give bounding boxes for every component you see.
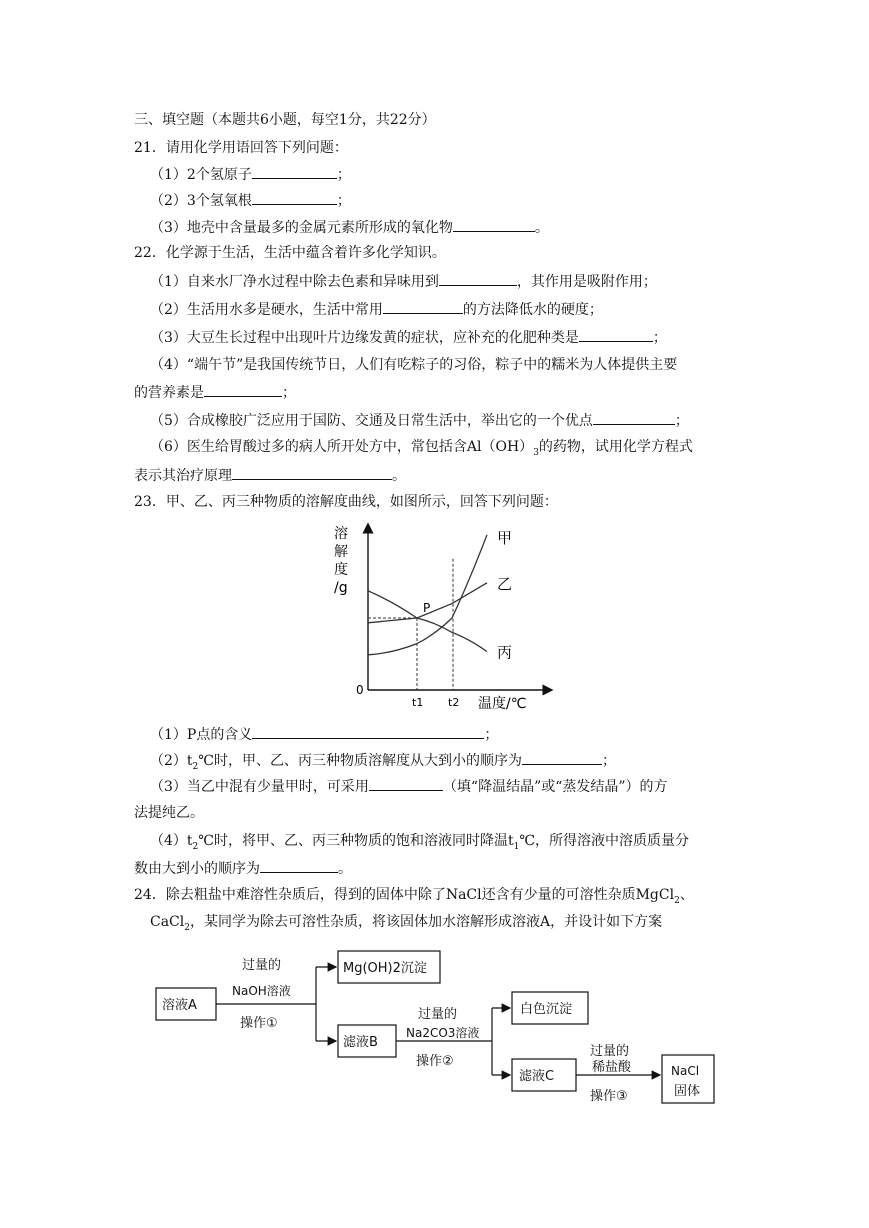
q23-part4: $(4)t_2℃$时，将甲、乙、丙三种物质的饱和溶液同时降温$t_1℃$，所得溶液中溶质质量分: [150, 833, 689, 852]
answer-blank[interactable]: [252, 724, 484, 739]
answer-blank[interactable]: [252, 164, 337, 179]
label-reagent2-l1: 过量的: [418, 1007, 458, 1022]
label-reagent3-l1: 过量的: [590, 1044, 630, 1059]
q22-part2: （2）生活用水多是硬水，生活中常用 的方法降低水的硬度；: [150, 299, 603, 320]
label-reagent1-l1: 过量的: [242, 958, 282, 973]
answer-blank[interactable]: [579, 327, 653, 342]
answer-blank[interactable]: [260, 858, 338, 873]
q23-part2: $(2)t_2℃$时，甲、乙、丙三种物质溶解度从大到小的顺序为 ；: [150, 750, 616, 777]
q22-part4-line2: 的营养素是 ；: [134, 382, 296, 403]
y-axis-label-char: 溶: [334, 526, 348, 542]
purification-flowchart: [150, 945, 750, 1115]
x-tick-t2: t2: [448, 696, 460, 709]
q22-stem: 22．化学源于生活，生活中蕴含着许多化学知识。: [134, 245, 446, 261]
y-axis-label-char: /g: [334, 580, 348, 596]
q23-part3-line2: 法提纯乙。: [134, 805, 204, 821]
label-reagent1-l2: NaOH溶液: [232, 984, 291, 998]
answer-blank[interactable]: [593, 410, 675, 425]
series-label-1: 甲: [497, 528, 513, 547]
answer-blank[interactable]: [439, 271, 517, 286]
q22-part1: （1）自来水厂净水过程中除去色素和异味用到 ，其作用是吸附作用；: [150, 271, 657, 292]
q22-part3: （3）大豆生长过程中出现叶片边缘发黄的症状，应补充的化肥种类是 ；: [150, 327, 667, 348]
series-label-2: 乙: [497, 574, 513, 593]
x-axis-label: 温度/℃: [478, 696, 527, 712]
answer-blank[interactable]: [369, 776, 443, 791]
label-reagent3-l2: 稀盐酸: [592, 1060, 632, 1075]
q21-part2: （2）3个氢氧根 ；: [150, 190, 351, 211]
q24-line2: CaCl$_2$，某同学为除去可溶性杂质，将该固体加水溶解形成溶液A，并设计如下方案: [150, 914, 663, 933]
label-precip1: Mg(OH)2沉淀: [343, 961, 427, 976]
origin-label: 0: [356, 683, 364, 697]
q22-part4-line1: （4）“端午节”是我国传统节日，人们有吃粽子的习俗，粽子中的糯米为人体提供主要: [150, 357, 678, 373]
point-p-label: P: [423, 601, 431, 615]
answer-blank[interactable]: [252, 190, 337, 205]
answer-blank[interactable]: [383, 299, 463, 314]
q22-part6-line1: （6）医生给胃酸过多的病人所开处方中，常包括含$Al(OH)_3$的药物，试用化学方程式: [150, 439, 693, 458]
q21-part3: （3）地壳中含量最多的金属元素所形成的氧化物 。: [150, 217, 549, 238]
y-axis-label-char: 解: [334, 544, 348, 560]
label-filtrate-b: 滤液B: [343, 1035, 378, 1050]
q21-part1: （1）2个氢原子 ；: [150, 164, 351, 185]
label-solution-a: 溶液A: [162, 998, 197, 1013]
series-line-1: [368, 535, 487, 655]
q24-line1: 24．除去粗盐中难溶性杂质后，得到的固体中除了NaCl还含有少量的可溶性杂质MgCl$_2$、: [134, 887, 694, 906]
label-product-l2: 固体: [674, 1084, 701, 1099]
answer-blank[interactable]: [204, 382, 282, 397]
q23-part4-line2: 数由大到小的顺序为 。: [134, 858, 352, 879]
solubility-chart: [330, 518, 570, 714]
q22-part5: （5）合成橡胶广泛应用于国防、交通及日常生活中，举出它的一个优点 ；: [150, 410, 689, 431]
q23-stem: 23．甲、乙、丙三种物质的溶解度曲线，如图所示，回答下列问题：: [134, 494, 558, 510]
label-op2: 操作②: [416, 1054, 454, 1069]
section-title: 三、填空题（本题共6小题，每空1分，共22分）: [134, 112, 436, 128]
q22-part6-line2: 表示其治疗原理 。: [134, 465, 406, 486]
q21-stem: 21．请用化学用语回答下列问题：: [134, 140, 348, 156]
answer-blank[interactable]: [453, 217, 535, 232]
label-filtrate-c: 滤液C: [519, 1069, 555, 1084]
y-axis-label: [334, 525, 348, 596]
q23-part3: （3）当乙中混有少量甲时，可采用 （填“降温结晶”或“蒸发结晶”）的方: [150, 776, 668, 797]
series-label-3: 丙: [497, 643, 513, 662]
label-op1: 操作①: [240, 1016, 278, 1031]
answer-blank[interactable]: [522, 750, 602, 765]
x-tick-t1: t1: [412, 696, 424, 709]
label-precip2: 白色沉淀: [520, 1002, 573, 1017]
label-op3: 操作③: [590, 1089, 628, 1104]
y-axis-label-char: 度: [334, 562, 348, 578]
label-product-l1: NaCl: [671, 1064, 700, 1078]
q23-part1: （1）P点的含义 ；: [150, 724, 498, 745]
answer-blank[interactable]: [232, 465, 392, 480]
label-reagent2-l2: Na2CO3溶液: [406, 1026, 480, 1040]
